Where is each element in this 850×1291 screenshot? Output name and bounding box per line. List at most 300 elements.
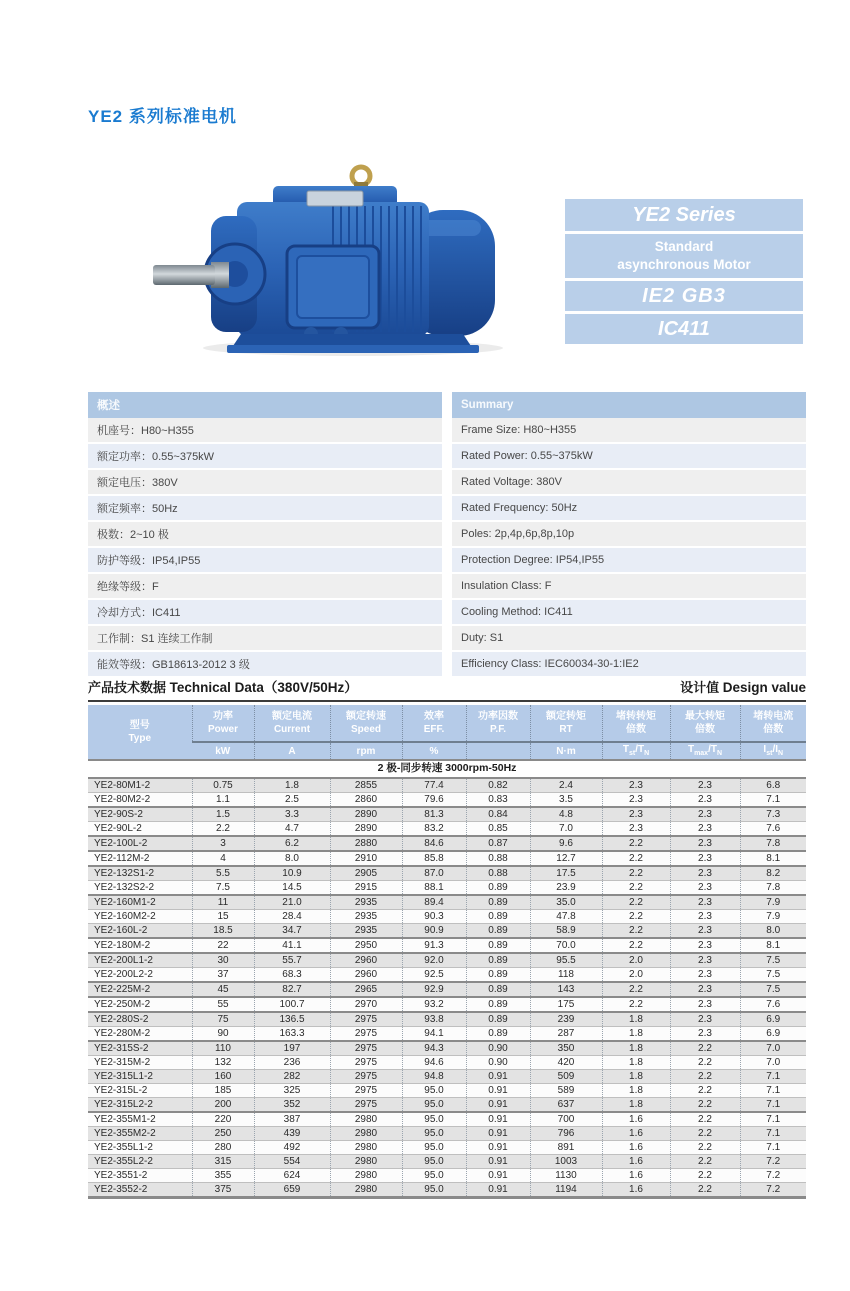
value-cell: 0.91	[466, 1141, 530, 1155]
value-cell: 2.2	[192, 822, 254, 837]
value-cell: 2970	[330, 997, 402, 1012]
value-cell: 175	[530, 997, 602, 1012]
value-cell: 17.5	[530, 866, 602, 881]
value-cell: 2950	[330, 938, 402, 953]
value-cell: 7.0	[740, 1056, 806, 1070]
value-cell: 2.3	[670, 938, 740, 953]
motor-type-cell: YE2-160L-2	[88, 924, 192, 939]
motor-type-cell: YE2-80M2-2	[88, 793, 192, 808]
summary-cell-cn: 工作制：S1 连续工作制	[88, 625, 447, 651]
value-cell: 0.87	[466, 836, 530, 851]
value-cell: 3.5	[530, 793, 602, 808]
value-cell: 0.89	[466, 1012, 530, 1027]
motor-type-cell: YE2-355M2-2	[88, 1127, 192, 1141]
value-cell: 185	[192, 1084, 254, 1098]
summary-row	[88, 625, 806, 651]
value-cell: 2.3	[602, 822, 670, 837]
value-cell: 79.6	[402, 793, 466, 808]
value-cell: 2860	[330, 793, 402, 808]
value-cell: 8.1	[740, 851, 806, 866]
value-cell: 0.91	[466, 1084, 530, 1098]
value-cell: 92.9	[402, 982, 466, 997]
value-cell: 7.1	[740, 1141, 806, 1155]
value-cell: 0.84	[466, 807, 530, 822]
value-cell: 2980	[330, 1155, 402, 1169]
value-cell: 250	[192, 1127, 254, 1141]
summary-row	[88, 418, 806, 443]
value-cell: 132	[192, 1056, 254, 1070]
value-cell: 9.6	[530, 836, 602, 851]
value-cell: 2975	[330, 1070, 402, 1084]
value-cell: 90.9	[402, 924, 466, 939]
value-cell: 41.1	[254, 938, 330, 953]
value-cell: 34.7	[254, 924, 330, 939]
value-cell: 4.8	[530, 807, 602, 822]
value-cell: 23.9	[530, 881, 602, 896]
value-cell: 2.2	[602, 836, 670, 851]
motor-type-cell: YE2-90S-2	[88, 807, 192, 822]
motor-type-cell: YE2-132S2-2	[88, 881, 192, 896]
value-cell: 2965	[330, 982, 402, 997]
tech-column-header: 功率 Power	[192, 705, 254, 742]
value-cell: 7.1	[740, 1084, 806, 1098]
tech-row	[88, 836, 806, 851]
value-cell: 37	[192, 968, 254, 983]
tech-title-cn: 产品技术数据	[88, 680, 167, 695]
value-cell: 1.1	[192, 793, 254, 808]
value-cell: 589	[530, 1084, 602, 1098]
value-cell: 2.2	[670, 1127, 740, 1141]
value-cell: 7.0	[740, 1041, 806, 1056]
value-cell: 2935	[330, 910, 402, 924]
value-cell: 7.8	[740, 881, 806, 896]
value-cell: 30	[192, 953, 254, 968]
value-cell: 7.9	[740, 895, 806, 910]
value-cell: 2960	[330, 953, 402, 968]
technical-data-table	[88, 705, 806, 1199]
value-cell: 94.1	[402, 1027, 466, 1042]
value-cell: 352	[254, 1098, 330, 1113]
tech-column-unit	[466, 742, 530, 760]
summary-cell-cn: 极数：2~10 极	[88, 521, 447, 547]
value-cell: 0.89	[466, 895, 530, 910]
value-cell: 2.3	[670, 822, 740, 837]
value-cell: 7.5	[740, 982, 806, 997]
tech-row	[88, 1155, 806, 1169]
value-cell: 95.0	[402, 1141, 466, 1155]
value-cell: 118	[530, 968, 602, 983]
value-cell: 95.0	[402, 1098, 466, 1113]
value-cell: 659	[254, 1183, 330, 1198]
value-cell: 2.2	[670, 1169, 740, 1183]
value-cell: 0.82	[466, 778, 530, 793]
tech-column-header: 效率 EFF.	[402, 705, 466, 742]
value-cell: 2.0	[602, 953, 670, 968]
motor-photo	[145, 158, 510, 358]
value-cell: 5.5	[192, 866, 254, 881]
summary-cell-en: Frame Size: H80~H355	[447, 418, 806, 443]
value-cell: 85.8	[402, 851, 466, 866]
value-cell: 2.0	[602, 968, 670, 983]
summary-cell-cn: 额定电压：380V	[88, 469, 447, 495]
value-cell: 2890	[330, 807, 402, 822]
value-cell: 0.89	[466, 968, 530, 983]
tech-header-units	[88, 742, 806, 760]
value-cell: 35.0	[530, 895, 602, 910]
value-cell: 2.3	[670, 968, 740, 983]
value-cell: 163.3	[254, 1027, 330, 1042]
tech-data-heading	[88, 676, 806, 702]
value-cell: 7.5	[740, 953, 806, 968]
value-cell: 0.85	[466, 822, 530, 837]
motor-type-cell: YE2-3552-2	[88, 1183, 192, 1198]
value-cell: 2.2	[670, 1183, 740, 1198]
value-cell: 0.90	[466, 1041, 530, 1056]
value-cell: 8.0	[740, 924, 806, 939]
value-cell: 0.91	[466, 1183, 530, 1198]
value-cell: 2.2	[670, 1056, 740, 1070]
tech-row	[88, 1084, 806, 1098]
tech-column-header: 功率因数 P.F.	[466, 705, 530, 742]
summary-cell-en: Poles: 2p,4p,6p,8p,10p	[447, 521, 806, 547]
value-cell: 70.0	[530, 938, 602, 953]
tech-column-unit: $T_{max}/T_N$	[670, 742, 740, 760]
tech-column-unit: $I_{st}/I_N$	[740, 742, 806, 760]
value-cell: 47.8	[530, 910, 602, 924]
motor-type-cell: YE2-355L2-2	[88, 1155, 192, 1169]
value-cell: 75	[192, 1012, 254, 1027]
value-cell: 1.5	[192, 807, 254, 822]
value-cell: 82.7	[254, 982, 330, 997]
value-cell: 282	[254, 1070, 330, 1084]
motor-type-cell: YE2-315M-2	[88, 1056, 192, 1070]
value-cell: 6.9	[740, 1012, 806, 1027]
value-cell: 236	[254, 1056, 330, 1070]
value-cell: 0.89	[466, 953, 530, 968]
value-cell: 0.91	[466, 1155, 530, 1169]
value-cell: 796	[530, 1127, 602, 1141]
tech-row	[88, 895, 806, 910]
value-cell: 7.0	[530, 822, 602, 837]
summary-cell-en: Insulation Class: F	[447, 573, 806, 599]
value-cell: 2.2	[670, 1070, 740, 1084]
value-cell: 92.5	[402, 968, 466, 983]
value-cell: 2.5	[254, 793, 330, 808]
tech-column-header: 最大转矩 倍数	[670, 705, 740, 742]
value-cell: 88.1	[402, 881, 466, 896]
value-cell: 2.3	[670, 793, 740, 808]
value-cell: 387	[254, 1112, 330, 1127]
value-cell: 1194	[530, 1183, 602, 1198]
value-cell: 624	[254, 1169, 330, 1183]
tech-group-header: 2 极-同步转速 3000rpm-50Hz	[88, 760, 806, 778]
tech-column-header: 堵转转矩 倍数	[602, 705, 670, 742]
tech-data-title	[88, 676, 358, 696]
value-cell: 22	[192, 938, 254, 953]
value-cell: 2.3	[670, 836, 740, 851]
value-cell: 2.2	[670, 1112, 740, 1127]
value-cell: 0.91	[466, 1127, 530, 1141]
value-cell: 1.6	[602, 1112, 670, 1127]
value-cell: 1.8	[602, 1012, 670, 1027]
value-cell: 315	[192, 1155, 254, 1169]
value-cell: 81.3	[402, 807, 466, 822]
value-cell: 197	[254, 1041, 330, 1056]
value-cell: 7.1	[740, 1127, 806, 1141]
value-cell: 95.0	[402, 1112, 466, 1127]
value-cell: 2.3	[670, 807, 740, 822]
value-cell: 28.4	[254, 910, 330, 924]
summary-cell-cn: 冷却方式：IC411	[88, 599, 447, 625]
value-cell: 2.3	[670, 910, 740, 924]
summary-cell-cn: 额定频率：50Hz	[88, 495, 447, 521]
tech-row	[88, 1027, 806, 1042]
tech-column-header: 堵转电流 倍数	[740, 705, 806, 742]
value-cell: 7.2	[740, 1169, 806, 1183]
tech-row	[88, 866, 806, 881]
value-cell: 1.8	[254, 778, 330, 793]
value-cell: 110	[192, 1041, 254, 1056]
motor-type-cell: YE2-315L-2	[88, 1084, 192, 1098]
tech-row	[88, 881, 806, 896]
summary-cell-en: Duty: S1	[447, 625, 806, 651]
badge-subtitle-line2: asynchronous Motor	[617, 257, 751, 272]
value-cell: 2.2	[602, 938, 670, 953]
badge-stack	[565, 199, 803, 347]
value-cell: 94.8	[402, 1070, 466, 1084]
summary-row	[88, 547, 806, 573]
value-cell: 2.3	[670, 851, 740, 866]
value-cell: 84.6	[402, 836, 466, 851]
value-cell: 93.2	[402, 997, 466, 1012]
tech-row	[88, 807, 806, 822]
value-cell: 143	[530, 982, 602, 997]
tech-column-unit: rpm	[330, 742, 402, 760]
value-cell: 2980	[330, 1112, 402, 1127]
design-value-label	[680, 677, 806, 696]
value-cell: 68.3	[254, 968, 330, 983]
value-cell: 136.5	[254, 1012, 330, 1027]
tech-row	[88, 793, 806, 808]
value-cell: 0.88	[466, 851, 530, 866]
value-cell: 7.3	[740, 807, 806, 822]
value-cell: 200	[192, 1098, 254, 1113]
value-cell: 89.4	[402, 895, 466, 910]
value-cell: 2.3	[670, 881, 740, 896]
value-cell: 7.9	[740, 910, 806, 924]
summary-cell-en: Cooling Method: IC411	[447, 599, 806, 625]
summary-row	[88, 651, 806, 677]
tech-column-header: 额定转矩 RT	[530, 705, 602, 742]
value-cell: 0.89	[466, 1027, 530, 1042]
value-cell: 554	[254, 1155, 330, 1169]
value-cell: 2.3	[670, 982, 740, 997]
value-cell: 2.2	[602, 910, 670, 924]
tech-row	[88, 910, 806, 924]
value-cell: 509	[530, 1070, 602, 1084]
value-cell: 2.3	[670, 953, 740, 968]
value-cell: 2905	[330, 866, 402, 881]
badge-cooling: IC411	[565, 314, 803, 344]
value-cell: 2.3	[670, 1012, 740, 1027]
value-cell: 0.91	[466, 1098, 530, 1113]
value-cell: 7.1	[740, 793, 806, 808]
value-cell: 0.91	[466, 1070, 530, 1084]
value-cell: 1130	[530, 1169, 602, 1183]
motor-type-cell: YE2-90L-2	[88, 822, 192, 837]
motor-type-cell: YE2-200L2-2	[88, 968, 192, 983]
tech-row	[88, 1041, 806, 1056]
tech-title-en: Technical Data（380V/50Hz）	[169, 680, 358, 695]
value-cell: 0.89	[466, 997, 530, 1012]
value-cell: 7.1	[740, 1070, 806, 1084]
value-cell: 92.0	[402, 953, 466, 968]
value-cell: 7.6	[740, 997, 806, 1012]
value-cell: 2.2	[670, 1098, 740, 1113]
value-cell: 11	[192, 895, 254, 910]
value-cell: 1.6	[602, 1169, 670, 1183]
value-cell: 1.6	[602, 1127, 670, 1141]
value-cell: 350	[530, 1041, 602, 1056]
value-cell: 8.1	[740, 938, 806, 953]
value-cell: 55.7	[254, 953, 330, 968]
value-cell: 7.5	[192, 881, 254, 896]
value-cell: 2.2	[670, 1041, 740, 1056]
summary-cell-cn: 绝缘等级：F	[88, 573, 447, 599]
tech-column-unit: kW	[192, 742, 254, 760]
motor-type-cell: YE2-180M-2	[88, 938, 192, 953]
value-cell: 2.3	[602, 807, 670, 822]
value-cell: 2855	[330, 778, 402, 793]
tech-row	[88, 1070, 806, 1084]
summary-cell-en: Protection Degree: IP54,IP55	[447, 547, 806, 573]
value-cell: 95.0	[402, 1127, 466, 1141]
value-cell: 91.3	[402, 938, 466, 953]
value-cell: 0.88	[466, 866, 530, 881]
value-cell: 2960	[330, 968, 402, 983]
value-cell: 160	[192, 1070, 254, 1084]
value-cell: 45	[192, 982, 254, 997]
value-cell: 2.3	[602, 793, 670, 808]
value-cell: 2.2	[602, 851, 670, 866]
value-cell: 93.8	[402, 1012, 466, 1027]
value-cell: 2980	[330, 1169, 402, 1183]
value-cell: 1.8	[602, 1041, 670, 1056]
design-value-en: Design value	[722, 680, 806, 695]
value-cell: 7.2	[740, 1155, 806, 1169]
value-cell: 2.3	[670, 895, 740, 910]
design-value-cn: 设计值	[680, 680, 720, 695]
tech-row	[88, 1012, 806, 1027]
value-cell: 2.3	[670, 866, 740, 881]
motor-type-cell: YE2-315S-2	[88, 1041, 192, 1056]
value-cell: 2.2	[670, 1155, 740, 1169]
value-cell: 7.6	[740, 822, 806, 837]
value-cell: 95.0	[402, 1155, 466, 1169]
motor-type-cell: YE2-112M-2	[88, 851, 192, 866]
summary-row	[88, 521, 806, 547]
summary-header-cn: 概述	[88, 392, 447, 418]
motor-type-cell: YE2-315L1-2	[88, 1070, 192, 1084]
value-cell: 2.3	[602, 778, 670, 793]
value-cell: 2975	[330, 1027, 402, 1042]
value-cell: 2.2	[602, 866, 670, 881]
summary-row	[88, 469, 806, 495]
tech-row	[88, 851, 806, 866]
summary-cell-cn: 防护等级：IP54,IP55	[88, 547, 447, 573]
value-cell: 1.8	[602, 1027, 670, 1042]
value-cell: 0.89	[466, 982, 530, 997]
value-cell: 87.0	[402, 866, 466, 881]
value-cell: 14.5	[254, 881, 330, 896]
value-cell: 2915	[330, 881, 402, 896]
value-cell: 637	[530, 1098, 602, 1113]
value-cell: 7.8	[740, 836, 806, 851]
summary-header-en: Summary	[447, 392, 806, 418]
value-cell: 1.6	[602, 1141, 670, 1155]
summary-row	[88, 443, 806, 469]
page-title: YE2 系列标准电机	[88, 107, 237, 126]
tech-column-header: 额定转速 Speed	[330, 705, 402, 742]
badge-standards: IE2 GB3	[565, 281, 803, 311]
value-cell: 6.9	[740, 1027, 806, 1042]
summary-row	[88, 573, 806, 599]
tech-column-unit: $T_{st}/T_N$	[602, 742, 670, 760]
value-cell: 95.0	[402, 1169, 466, 1183]
value-cell: 280	[192, 1141, 254, 1155]
value-cell: 0.89	[466, 910, 530, 924]
value-cell: 2890	[330, 822, 402, 837]
value-cell: 0.75	[192, 778, 254, 793]
badge-series: YE2 Series	[565, 199, 803, 231]
value-cell: 0.91	[466, 1169, 530, 1183]
value-cell: 95.5	[530, 953, 602, 968]
value-cell: 0.83	[466, 793, 530, 808]
value-cell: 1.6	[602, 1183, 670, 1198]
summary-table	[88, 392, 806, 678]
value-cell: 2975	[330, 1098, 402, 1113]
tech-row	[88, 1098, 806, 1113]
summary-cell-cn: 机座号：H80~H355	[88, 418, 447, 443]
motor-type-cell: YE2-355L1-2	[88, 1141, 192, 1155]
value-cell: 1.8	[602, 1084, 670, 1098]
tech-row	[88, 1056, 806, 1070]
value-cell: 7.1	[740, 1098, 806, 1113]
value-cell: 1.8	[602, 1098, 670, 1113]
value-cell: 6.2	[254, 836, 330, 851]
value-cell: 439	[254, 1127, 330, 1141]
value-cell: 2.2	[602, 997, 670, 1012]
tech-column-unit: A	[254, 742, 330, 760]
motor-type-cell: YE2-355M1-2	[88, 1112, 192, 1127]
value-cell: 0.89	[466, 938, 530, 953]
value-cell: 4.7	[254, 822, 330, 837]
summary-row	[88, 495, 806, 521]
value-cell: 420	[530, 1056, 602, 1070]
value-cell: 700	[530, 1112, 602, 1127]
tech-column-header: 型号 Type	[88, 705, 192, 760]
value-cell: 18.5	[192, 924, 254, 939]
tech-row	[88, 1127, 806, 1141]
summary-cell-en: Rated Frequency: 50Hz	[447, 495, 806, 521]
value-cell: 2.2	[602, 982, 670, 997]
motor-type-cell: YE2-160M1-2	[88, 895, 192, 910]
tech-row	[88, 1183, 806, 1198]
summary-row	[88, 599, 806, 625]
value-cell: 95.0	[402, 1183, 466, 1198]
value-cell: 7.2	[740, 1183, 806, 1198]
value-cell: 2980	[330, 1141, 402, 1155]
